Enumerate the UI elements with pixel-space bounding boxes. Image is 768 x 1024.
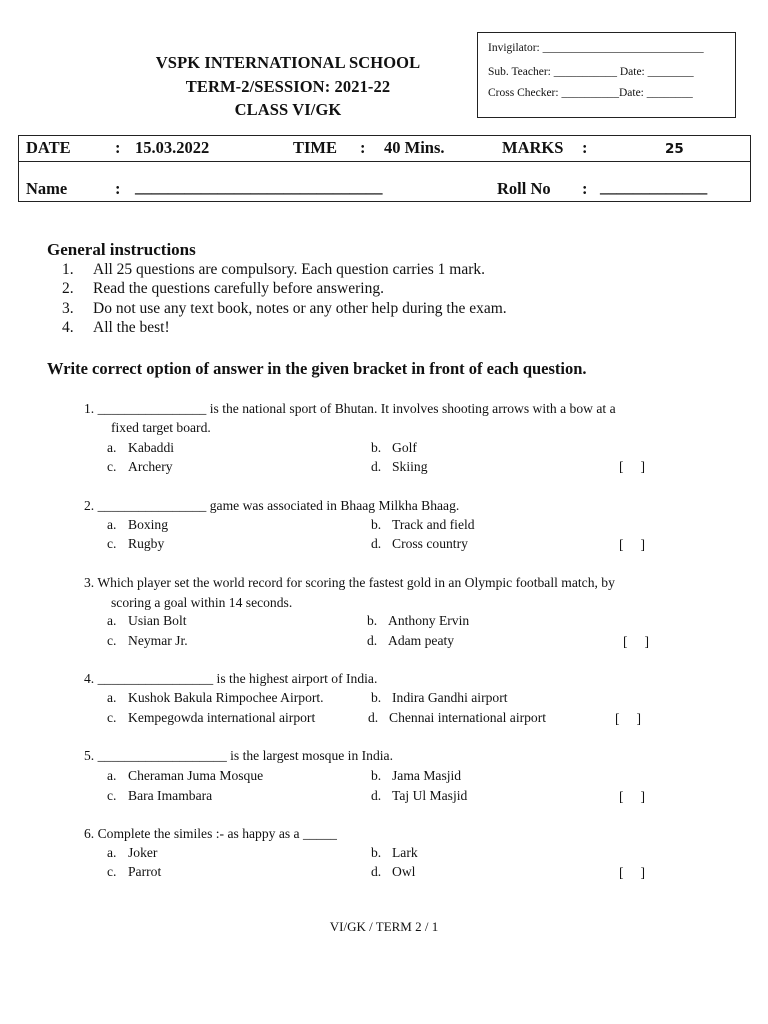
- class-title: CLASS VI/GK: [234, 100, 342, 119]
- option-c[interactable]: c. Archery: [107, 459, 173, 474]
- date-value: 15.03.2022: [135, 138, 210, 157]
- question-5-text: 5. ___________________ is the largest mosque in India.: [84, 748, 393, 763]
- school-name: VSPK INTERNATIONAL SCHOOL: [155, 53, 421, 72]
- option-b[interactable]: b. Anthony Ervin: [367, 613, 470, 628]
- answer-directive: Write correct option of answer in the given bracket in front of each question.: [47, 359, 587, 378]
- option-a[interactable]: a. Kushok Bakula Rimpochee Airport.: [107, 690, 324, 705]
- option-a[interactable]: a. Cheraman Juma Mosque: [107, 768, 264, 783]
- time-label: TIME: [293, 138, 338, 157]
- page-footer: VI/GK / TERM 2 / 1: [329, 919, 439, 934]
- marks-label: MARKS: [502, 138, 564, 157]
- instruction-number: 1.: [62, 261, 74, 278]
- answer-bracket[interactable]: [ ]: [619, 537, 646, 552]
- instruction-item: [62, 280, 384, 298]
- instruction-number: 2.: [62, 280, 74, 297]
- option-b[interactable]: b. Track and field: [371, 517, 475, 532]
- question-1-text: 1. ________________ is the national sport of Bhutan. It involves shooting arrows with a bow at a: [84, 401, 616, 416]
- answer-bracket[interactable]: [ ]: [623, 634, 650, 649]
- marks-value: 25: [665, 141, 684, 157]
- roll-blank[interactable]: _____________: [600, 177, 708, 196]
- name-colon: :: [115, 179, 121, 198]
- option-b[interactable]: b. Indira Gandhi airport: [371, 690, 508, 705]
- date-colon: :: [115, 138, 121, 157]
- instructions-heading: General instructions: [47, 240, 196, 259]
- roll-label: Roll No: [497, 179, 551, 198]
- term-session: TERM-2/SESSION: 2021-22: [185, 77, 391, 96]
- option-a[interactable]: a. Boxing: [107, 517, 169, 532]
- instruction-item: [62, 319, 170, 337]
- date-label: DATE: [26, 138, 71, 157]
- question-3-text: 3. Which player set the world record for scoring the fastest gold in an Olympic football match, by: [84, 575, 615, 590]
- option-d[interactable]: d. Skiing: [371, 459, 428, 474]
- instruction-number: 3.: [62, 300, 74, 317]
- question-1-text-cont: fixed target board.: [111, 420, 211, 435]
- invigilator-box: [477, 32, 736, 118]
- name-blank[interactable]: ______________________________: [135, 177, 383, 196]
- instruction-number: 4.: [62, 319, 74, 336]
- answer-bracket[interactable]: [ ]: [615, 711, 642, 726]
- option-b[interactable]: b. Jama Masjid: [371, 768, 462, 783]
- question-6-text: 6. Complete the similes :- as happy as a _____: [84, 826, 337, 841]
- roll-colon: :: [582, 179, 588, 198]
- option-a[interactable]: a. Kabaddi: [107, 440, 175, 455]
- question-4-text: 4. _________________ is the highest airport of India.: [84, 671, 378, 686]
- instruction-text: All the best!: [93, 319, 170, 336]
- marks-colon: :: [582, 138, 588, 157]
- exam-info-table: [18, 135, 751, 202]
- time-value: 40 Mins.: [384, 138, 445, 157]
- name-label: Name: [26, 179, 68, 198]
- answer-bracket[interactable]: [ ]: [619, 789, 646, 804]
- info-divider: [19, 161, 750, 162]
- option-d[interactable]: d. Owl: [371, 864, 416, 879]
- option-d[interactable]: d. Taj Ul Masjid: [371, 788, 468, 803]
- time-colon: :: [360, 138, 366, 157]
- cross-checker-line: Cross Checker: __________Date: ________: [488, 87, 693, 99]
- option-b[interactable]: b. Golf: [371, 440, 417, 455]
- option-b[interactable]: b. Lark: [371, 845, 418, 860]
- option-d[interactable]: d. Chennai international airport: [368, 710, 547, 725]
- option-d[interactable]: d. Adam peaty: [367, 633, 455, 648]
- answer-bracket[interactable]: [ ]: [619, 865, 646, 880]
- question-3-text-cont: scoring a goal within 14 seconds.: [111, 595, 293, 610]
- option-c[interactable]: c. Parrot: [107, 864, 162, 879]
- instruction-item: [62, 261, 485, 279]
- sub-teacher-line: Sub. Teacher: ___________ Date: ________: [488, 66, 694, 78]
- instruction-text: Read the questions carefully before answering.: [93, 280, 384, 297]
- answer-bracket[interactable]: [ ]: [619, 459, 646, 474]
- invigilator-line: Invigilator: ____________________________: [488, 42, 704, 54]
- option-a[interactable]: a. Joker: [107, 845, 158, 860]
- option-d[interactable]: d. Cross country: [371, 536, 468, 551]
- question-2-text: 2. ________________ game was associated in Bhaag Milkha Bhaag.: [84, 498, 460, 513]
- option-a[interactable]: a. Usian Bolt: [107, 613, 187, 628]
- option-c[interactable]: c. Bara Imambara: [107, 788, 213, 803]
- option-c[interactable]: c. Neymar Jr.: [107, 633, 188, 648]
- instruction-text: All 25 questions are compulsory. Each question carries 1 mark.: [93, 261, 485, 278]
- instruction-text: Do not use any text book, notes or any other help during the exam.: [93, 300, 507, 317]
- option-c[interactable]: c. Kempegowda international airport: [107, 710, 316, 725]
- option-c[interactable]: c. Rugby: [107, 536, 165, 551]
- instruction-item: [62, 300, 507, 318]
